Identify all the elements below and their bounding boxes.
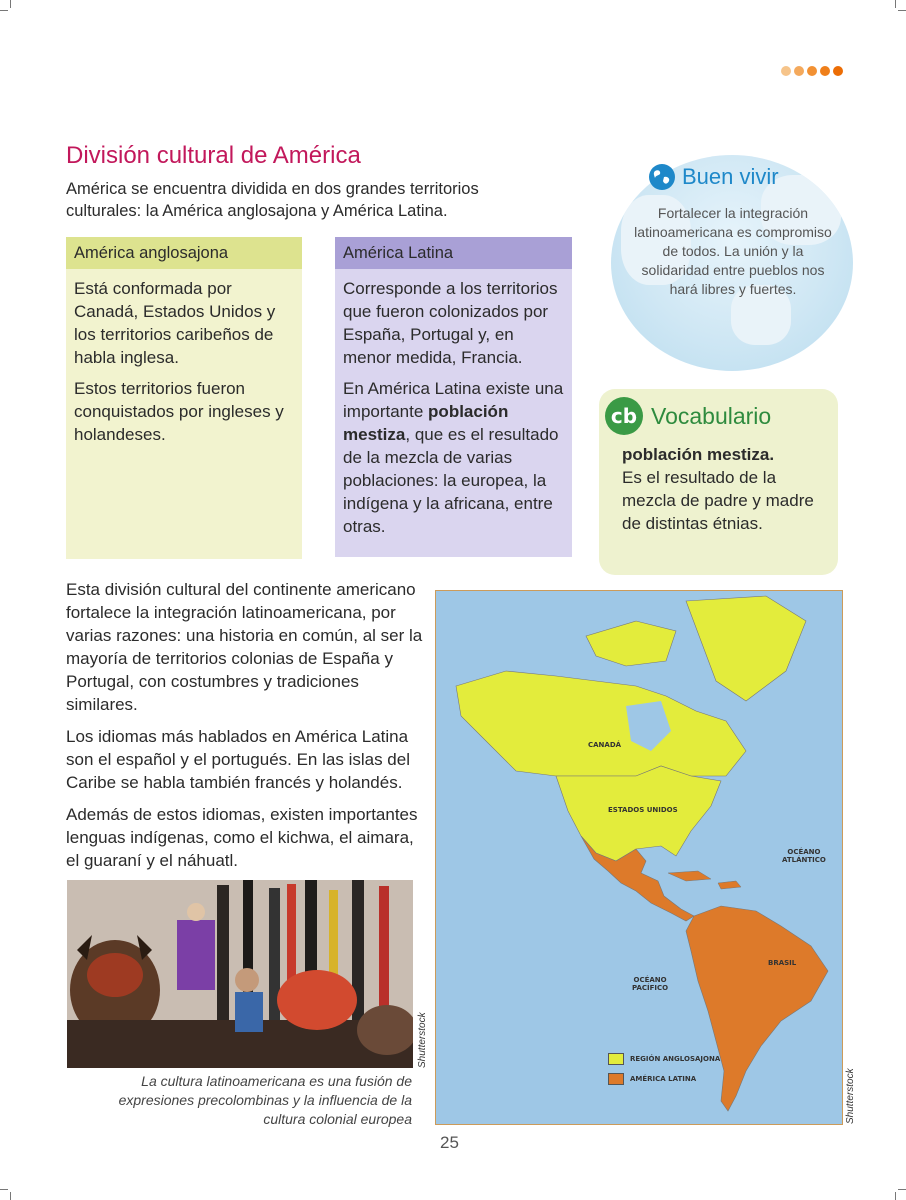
latina-heading: América Latina	[335, 237, 572, 269]
anglo-box	[66, 237, 302, 559]
festival-photo	[67, 880, 413, 1068]
legend-label: REGIÓN ANGLOSAJONA	[630, 1055, 721, 1063]
latina-paragraph	[343, 377, 564, 538]
map-label-canada: CANADÁ	[588, 741, 622, 749]
vocabulary-title	[605, 397, 771, 435]
map-arctic-islands	[586, 621, 676, 666]
crop-mark	[895, 1192, 896, 1200]
anglo-body	[66, 269, 302, 559]
header-dot	[820, 66, 830, 76]
legend-label: AMÉRICA LATINA	[630, 1075, 697, 1083]
map-credit: Shutterstock	[845, 1068, 856, 1124]
latina-box	[335, 237, 572, 557]
map-label-usa: ESTADOS UNIDOS	[608, 806, 678, 814]
body-text	[66, 578, 428, 881]
header-dot	[833, 66, 843, 76]
page-number: 25	[440, 1133, 459, 1152]
buen-vivir-label: Buen vivir	[682, 164, 779, 189]
section-intro: América se encuentra dividida en dos grandes territorios culturales: la América anglosajona y América Latina.	[66, 180, 479, 220]
vocabulary-term: población mestiza.	[622, 445, 775, 464]
anglo-paragraph: Está conformada por Canadá, Estados Unidos y los territorios caribeños de habla inglesa.	[74, 279, 276, 367]
anglo-paragraph: Estos territorios fueron conquistados por ingleses y holandeses.	[74, 379, 284, 444]
globe-icon	[648, 163, 676, 191]
latina-text: En América Latina existe una importante	[343, 379, 564, 421]
latina-text: , que es el resultado de la mezcla de varias poblaciones: la europea, la indígena y la africana, entre otras.	[343, 425, 559, 536]
map-label-brasil: BRASIL	[768, 959, 797, 967]
buen-vivir-title	[648, 163, 779, 191]
body-paragraph: Los idiomas más hablados en América Latina son el español y el portugués. En las islas del Caribe se habla también francés y holandés.	[66, 727, 410, 792]
map-canada	[456, 671, 746, 776]
vocabulary-definition: Es el resultado de la mezcla de padre y madre de distintas étnias.	[622, 468, 814, 533]
map-label-pacific	[632, 976, 668, 992]
vocabulary-text	[622, 443, 822, 535]
body-paragraph: Esta división cultural del continente americano fortalece la integración latinoamericana, por varias razones: una historia en común, al ser la mayoría de territorios colonias de España y Portugal, con costumbres y tradiciones similares.	[66, 580, 423, 714]
body-paragraph: Además de estos idiomas, existen importantes lenguas indígenas, como el kichwa, el aimara, el guaraní y el náhuatl.	[66, 805, 418, 870]
map-label-text: OCÉANO	[787, 848, 821, 856]
map-hispaniola	[718, 881, 741, 889]
americas-map	[435, 590, 843, 1125]
photo-caption: La cultura latinoamericana es una fusión de expresiones precolombinas y la influencia de la cultura colonial europea	[118, 1073, 412, 1127]
header-dot	[781, 66, 791, 76]
crop-mark	[895, 0, 896, 8]
map-legend-item	[608, 1073, 696, 1085]
latina-paragraph: Corresponde a los territorios que fueron colonizados por España, Portugal y, en menor medida, Francia.	[343, 279, 558, 367]
crop-mark	[0, 10, 8, 11]
vocabulary-icon: cb	[605, 397, 643, 435]
map-label-text: PACÍFICO	[632, 984, 669, 992]
legend-swatch	[608, 1073, 624, 1085]
map-legend-item	[608, 1053, 720, 1065]
crop-mark	[898, 10, 906, 11]
vocabulary-label: Vocabulario	[651, 402, 772, 429]
latina-term: población mestiza	[343, 402, 509, 444]
legend-swatch	[608, 1053, 624, 1065]
header-dot	[807, 66, 817, 76]
map-label-text: OCÉANO	[633, 976, 667, 984]
photo-credit: Shutterstock	[417, 1012, 428, 1068]
crop-mark	[0, 1189, 8, 1190]
crop-mark	[10, 1192, 11, 1200]
map-south-america	[686, 906, 828, 1111]
anglo-heading: América anglosajona	[66, 237, 302, 269]
header-dots	[781, 66, 843, 76]
header-dot	[794, 66, 804, 76]
map-label-atlantic	[782, 848, 826, 864]
crop-mark	[10, 0, 11, 8]
festival-photo-illustration	[67, 880, 413, 1068]
section-title: División cultural de América	[66, 142, 361, 169]
map-label-text: ATLÁNTICO	[782, 856, 826, 864]
map-greenland	[686, 596, 806, 701]
latina-body	[335, 269, 572, 557]
map-cuba	[668, 871, 711, 881]
buen-vivir-text: Fortalecer la integración latinoamericana es compromiso de todos. La unión y la solidaridad entre pueblos nos hará libres y fuertes.	[634, 205, 832, 297]
crop-mark	[898, 1189, 906, 1190]
